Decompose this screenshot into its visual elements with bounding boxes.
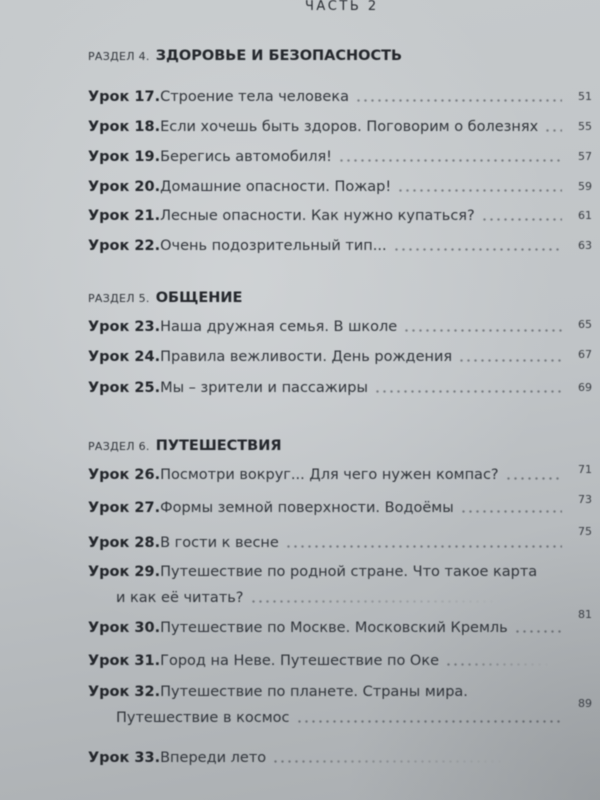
dot-leader	[296, 720, 563, 723]
lesson-label: Урок 27.	[88, 500, 161, 516]
dot-leader	[285, 545, 562, 548]
toc-row	[88, 318, 592, 336]
page-number: 69	[578, 381, 592, 394]
lesson-label: Урок 29.	[88, 564, 161, 580]
lesson-label: Урок 28.	[88, 535, 161, 551]
lesson-label: Урок 25.	[88, 380, 161, 396]
part-title: ЧАСТЬ 2	[305, 0, 379, 14]
lesson-label: Урок 32.	[88, 684, 161, 700]
dot-leader	[355, 99, 562, 102]
lesson-title: В гости к весне	[160, 535, 279, 551]
page-number: 67	[578, 348, 592, 361]
lesson-title: Путешествие по Москве. Московский Кремль	[160, 620, 508, 636]
dot-leader	[393, 248, 562, 251]
toc-row	[88, 493, 592, 517]
section-title: ПУТЕШЕСТВИЯ	[155, 438, 282, 454]
lesson-title: Очень подозрительный тип...	[160, 238, 387, 254]
dot-leader	[338, 159, 562, 162]
section-label: РАЗДЕЛ 6.	[88, 440, 150, 453]
toc-row	[88, 608, 592, 637]
lesson-label: Урок 26.	[88, 467, 161, 483]
lesson-label: Урок 31.	[88, 653, 161, 669]
page-number: 73	[578, 493, 592, 506]
section-title: ЗДОРОВЬЕ И БЕЗОПАСНОСТЬ	[155, 48, 403, 64]
lesson-title: Мы – зрители и пассажиры	[160, 380, 368, 396]
lesson-title: Берегись автомобиля!	[160, 149, 332, 165]
lesson-title: Посмотри вокруг... Для чего нужен компас?	[160, 467, 499, 483]
lesson-title: Если хочешь быть здоров. Поговорим о болезнях	[160, 119, 539, 135]
lesson-title: Лесные опасности. Как нужно купаться?	[160, 208, 475, 224]
toc-row-continuation	[116, 589, 592, 607]
page-number: 75	[578, 525, 592, 538]
toc-row-continuation	[116, 697, 592, 727]
dot-leader	[445, 663, 586, 666]
section-heading	[88, 436, 282, 454]
lesson-title: Наша дружная семья. В школе	[160, 319, 398, 335]
page-number: 81	[578, 608, 592, 621]
dot-leader	[460, 510, 562, 513]
toc-row	[88, 463, 592, 484]
lesson-label: Урок 24.	[88, 349, 161, 365]
page-number: 51	[578, 90, 592, 103]
dot-leader	[505, 477, 562, 480]
toc-row	[88, 379, 592, 397]
lesson-label: Урок 20.	[88, 179, 161, 195]
dot-leader	[250, 600, 586, 603]
lesson-label: Урок 22.	[88, 238, 161, 254]
page-number: 71	[578, 463, 592, 476]
section-heading	[88, 288, 242, 306]
section-label: РАЗДЕЛ 5.	[88, 292, 150, 305]
toc-row	[88, 525, 592, 552]
dot-leader	[272, 760, 586, 763]
dot-leader	[514, 630, 562, 633]
toc-row	[88, 563, 592, 581]
toc-row	[88, 148, 592, 166]
section-title: ОБЩЕНИЕ	[155, 290, 243, 306]
section-heading	[88, 46, 402, 64]
lesson-title: Формы земной поверхности. Водоёмы	[160, 500, 454, 516]
lesson-label: Урок 19.	[88, 149, 161, 165]
lesson-title: Впереди лето	[160, 750, 267, 766]
section-label: РАЗДЕЛ 4.	[88, 50, 150, 63]
lesson-title: Город на Неве. Путешествие по Оке	[160, 653, 440, 669]
toc-row	[88, 178, 592, 196]
page-number: 57	[578, 150, 592, 163]
page-number: 65	[578, 318, 592, 331]
dot-leader	[544, 129, 562, 132]
lesson-title: Путешествие по планете. Страны мира.	[160, 684, 468, 700]
page-number: 55	[578, 120, 592, 133]
toc-row	[88, 118, 592, 136]
lesson-title: Правила вежливости. День рождения	[160, 349, 453, 365]
page-number: 59	[578, 180, 592, 193]
lesson-label: Урок 18.	[88, 119, 161, 135]
lesson-title: Домашние опасности. Пожар!	[160, 179, 392, 195]
lesson-title-continuation: Путешествие в космос	[116, 710, 290, 726]
toc-row	[88, 683, 592, 701]
toc-row	[88, 348, 592, 366]
toc-row	[88, 237, 592, 255]
page-number: 63	[578, 239, 592, 252]
toc-row	[88, 207, 592, 225]
dot-leader	[458, 359, 562, 362]
lesson-title-continuation: и как её читать?	[116, 590, 244, 606]
lesson-label: Урок 21.	[88, 208, 161, 224]
page-number: 61	[578, 209, 592, 222]
lesson-label: Урок 17.	[88, 89, 161, 105]
lesson-label: Урок 33.	[88, 750, 161, 766]
dot-leader	[403, 329, 562, 332]
toc-row	[88, 652, 592, 670]
toc-row	[88, 88, 592, 106]
page-number: 89	[578, 697, 592, 710]
dot-leader	[374, 390, 562, 393]
lesson-label: Урок 30.	[88, 620, 161, 636]
lesson-title: Путешествие по родной стране. Что такое карта	[160, 564, 538, 580]
lesson-label: Урок 23.	[88, 319, 161, 335]
dot-leader	[397, 189, 562, 192]
lesson-title: Строение тела человека	[160, 89, 349, 105]
toc-row	[88, 749, 592, 767]
dot-leader	[481, 218, 562, 221]
